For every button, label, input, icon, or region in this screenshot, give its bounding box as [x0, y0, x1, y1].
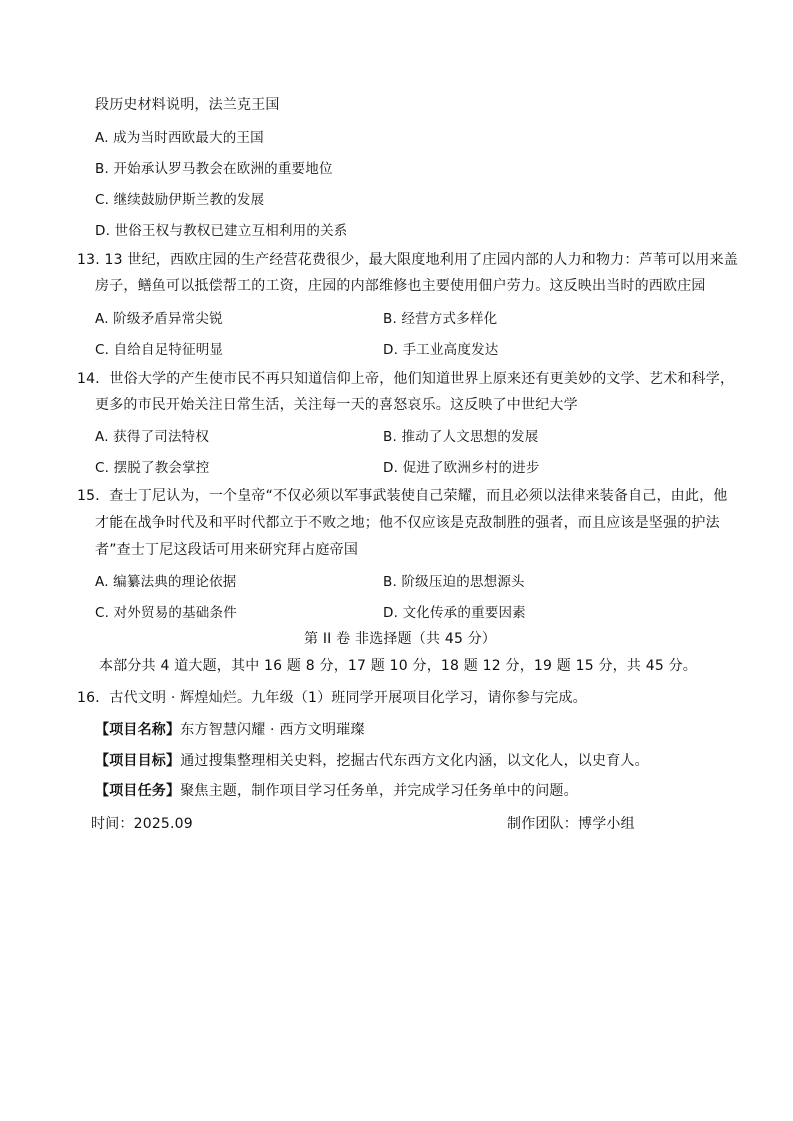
- project-task-value: 聚焦主题，制作项目学习任务单，并完成学习任务单中的问题。: [180, 783, 578, 799]
- q13-stem-line-2: 房子，鳝鱼可以抵偿帮工的工资，庄园的内部维修也主要使用佃户劳力。这反映出当时的西欧庄园: [95, 278, 706, 294]
- q16-project-goal: [95, 752, 649, 770]
- q16-project-task: [95, 782, 578, 800]
- project-goal-value: 通过搜集整理相关史料，挖掘古代东西方文化内涵，以文化人，以史育人。: [180, 753, 649, 769]
- q14-stem-line-2: 更多的市民开始关注日常生活，关注每一天的喜怒哀乐。这反映了中世纪大学: [95, 397, 578, 413]
- q15-option-b: B. 阶级压迫的思想源头: [383, 574, 525, 590]
- section-2-note: 本部分共 4 道大题，其中 16 题 8 分，17 题 10 分，18 题 12 分，19 题 15 分，共 45 分。: [99, 658, 697, 674]
- q13-option-b: B. 经营方式多样化: [383, 311, 498, 327]
- q16-stem: 16．古代文明 · 辉煌灿烂。九年级（1）班同学开展项目化学习，请你参与完成。: [77, 690, 587, 706]
- project-task-label: 【项目任务】: [95, 783, 181, 799]
- section-2-title: 第 II 卷 非选择题（共 45 分）: [304, 631, 497, 647]
- project-name-value: 东方智慧闪耀 · 西方文明璀璨: [180, 722, 365, 738]
- q14-option-b: B. 推动了人文思想的发展: [383, 429, 539, 445]
- q15-option-d: D. 文化传承的重要因素: [383, 605, 526, 621]
- q13-option-a: A. 阶级矛盾异常尖锐: [95, 311, 223, 327]
- q15-stem-line-2: 才能在战争时代及和平时代都立于不败之地；他不仅应该是克敌制胜的强者，而且应该是坚强的护法: [95, 515, 720, 531]
- q14-option-c: C. 摆脱了教会掌控: [95, 460, 210, 476]
- question-12-stem-tail: 段历史材料说明，法兰克王国: [95, 97, 280, 113]
- q14-stem-line-1: 14．世俗大学的产生使市民不再只知道信仰上帝，他们知道世界上原来还有更美妙的文学、艺术和科学，: [77, 371, 735, 387]
- q15-option-a: A. 编纂法典的理论依据: [95, 574, 237, 590]
- q13-stem-line-1: 13. 13 世纪，西欧庄园的生产经营花费很少，最大限度地利用了庄园内部的人力和物力：芦苇可以用来盖: [77, 252, 738, 268]
- q14-option-d: D. 促进了欧洲乡村的进步: [383, 460, 540, 476]
- project-goal-label: 【项目目标】: [95, 753, 181, 769]
- q12-option-b: B. 开始承认罗马教会在欧洲的重要地位: [95, 161, 333, 177]
- q15-stem-line-1: 15．查士丁尼认为，一个皇帝“不仅必须以军事武装使自己荣耀，而且必须以法律来装备自己，由此，他: [77, 488, 728, 504]
- q13-option-d: D. 手工业高度发达: [383, 342, 499, 358]
- q15-option-c: C. 对外贸易的基础条件: [95, 605, 237, 621]
- q12-option-d: D. 世俗王权与教权已建立互相利用的关系: [95, 223, 348, 239]
- project-name-label: 【项目名称】: [95, 722, 181, 738]
- q13-option-c: C. 自给自足特征明显: [95, 342, 224, 358]
- q12-option-c: C. 继续鼓励伊斯兰教的发展: [95, 192, 265, 208]
- q16-time: 时间：2025.09: [91, 816, 193, 832]
- q12-option-a: A. 成为当时西欧最大的王国: [95, 130, 264, 146]
- q16-team: 制作团队：博学小组: [507, 816, 635, 832]
- q14-option-a: A. 获得了司法特权: [95, 429, 210, 445]
- q15-stem-line-3: 者”查士丁尼这段话可用来研究拜占庭帝国: [95, 542, 359, 558]
- q16-project-name: [95, 721, 365, 739]
